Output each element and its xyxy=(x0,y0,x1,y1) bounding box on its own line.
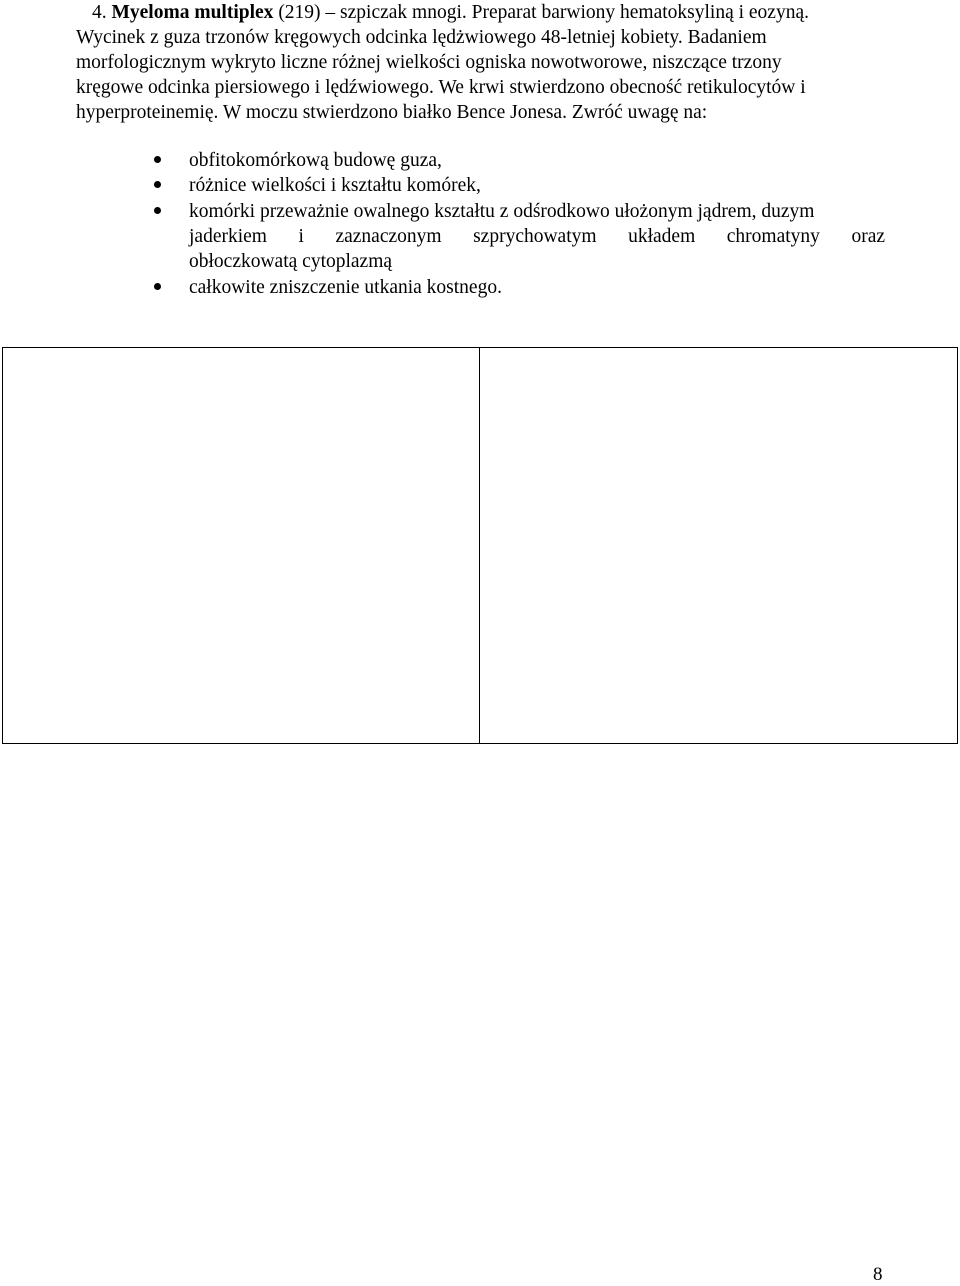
section-subtitle: (219) – szpiczak mnogi. Preparat barwiony hematoksyliną i eozyną. xyxy=(278,2,809,23)
paragraph-line: Wycinek z guza trzonów kręgowych odcinka lędżwiowego 48-letniej kobiety. Badaniem xyxy=(76,27,767,48)
list-item-text: obłoczkowatą cytoplazmą xyxy=(189,251,393,272)
page-number: 8 xyxy=(873,1264,883,1285)
image-placeholder-left xyxy=(2,347,480,744)
paragraph-line: kręgowe odcinka piersiowego i lędźwiowego. We krwi stwierdzono obecność retikulocytów i xyxy=(76,77,806,98)
section-title: Myeloma multiplex xyxy=(111,2,274,23)
list-item-text: całkowite zniszczenie utkania kostnego. xyxy=(189,277,502,298)
bullet-icon xyxy=(154,283,161,290)
bullet-icon xyxy=(154,207,161,214)
image-placeholder-right xyxy=(479,347,958,744)
list-item-text: komórki przeważnie owalnego kształtu z odśrodkowo ułożonym jądrem, duzym xyxy=(189,201,815,222)
bullet-icon xyxy=(154,181,161,188)
list-item-text: jaderkiem i zaznaczonym szprychowatym układem chromatyny oraz xyxy=(189,226,885,247)
bullet-icon xyxy=(154,156,161,163)
paragraph-line: morfologicznym wykryto liczne różnej wielkości ogniska nowotworowe, niszczące trzony xyxy=(76,52,782,73)
list-item-text: obfitokomórkową budowę guza, xyxy=(189,150,442,171)
section-heading xyxy=(92,0,809,25)
section-number: 4. xyxy=(92,2,107,23)
list-item-text: różnice wielkości i kształtu komórek, xyxy=(189,175,481,196)
paragraph-line: hyperproteinemię. W moczu stwierdzono białko Bence Jonesa. Zwróć uwagę na: xyxy=(76,102,708,123)
